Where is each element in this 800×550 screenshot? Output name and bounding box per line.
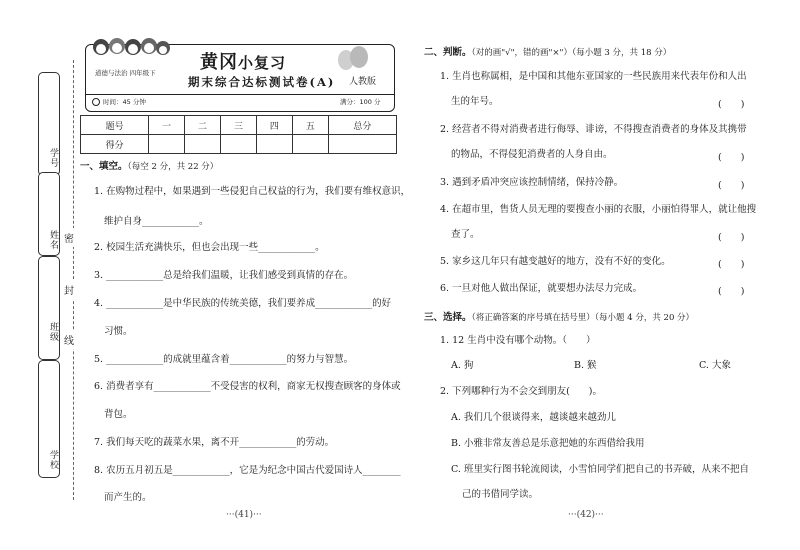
class-box — [38, 256, 60, 360]
balloon-icon — [350, 46, 368, 68]
judge-2-line-2: 的物品，不得侵犯消费者的人身自由。 — [451, 149, 613, 160]
answer-paren[interactable]: ( ) — [718, 286, 745, 297]
question-8-line-1: 8. 农历五月初五是____________，它是为纪念中国古代爱国诗人________ — [94, 465, 401, 476]
clock-icon — [92, 98, 100, 106]
question-4-line-2: 习惯。 — [104, 326, 133, 337]
score-input-cell[interactable] — [221, 135, 257, 154]
question-1-line-2: 维护自身____________。 — [104, 216, 209, 227]
judge-2-line-1: 2. 经营者不得对消费者进行侮辱、诽谤，不得搜查消费者的身体及其携带 — [440, 124, 747, 135]
judge-6: 6. 一旦对他人做出保证，就要想办法尽力完成。 — [440, 283, 643, 294]
choice-2-option-b[interactable]: B. 小雅非常友善总是乐意把她的东西借给我用 — [451, 438, 645, 449]
table-row — [81, 135, 397, 154]
score-input-cell[interactable] — [328, 135, 396, 154]
score-input-cell[interactable] — [292, 135, 328, 154]
header-divider — [85, 94, 395, 95]
binding-strip — [0, 0, 80, 550]
choice-1-option-c[interactable]: C. 大象 — [699, 360, 731, 371]
time-row — [92, 97, 146, 106]
brand-big: 黄冈 — [200, 52, 238, 73]
question-1-line-1: 1. 在购物过程中，如果遇到一些侵犯自己权益的行为，我们要有维权意识， — [94, 186, 411, 197]
subject-grade: 道德与法治 四年级下 — [95, 69, 156, 77]
question-2: 2. 校园生活充满快乐，但也会出现一些____________。 — [94, 242, 325, 253]
time-label: 时间：45 分钟 — [103, 98, 146, 106]
section-title: 二、判断。 — [424, 47, 472, 58]
score-table — [80, 115, 397, 154]
question-3: 3. ____________总是给我们温暖，让我们感受到真情的存在。 — [94, 270, 354, 281]
choice-1-option-a[interactable]: A. 狗 — [451, 360, 474, 371]
table-cell: 得分 — [81, 135, 149, 154]
table-cell: 四 — [256, 116, 292, 135]
judge-4-line-1: 4. 在超市里，售货人员无理的要搜查小丽的衣服，小丽怕得罪人，就让他搜 — [440, 204, 757, 215]
score-input-cell[interactable] — [256, 135, 292, 154]
student-name-label: 姓名 — [48, 230, 58, 250]
answer-paren[interactable]: ( ) — [718, 232, 745, 243]
class-label: 班级 — [48, 322, 58, 342]
answer-paren[interactable]: ( ) — [718, 99, 745, 110]
section-true-false — [424, 44, 671, 58]
children-logo — [92, 36, 170, 62]
choice-1-option-b[interactable]: B. 猴 — [574, 360, 597, 371]
table-cell: 五 — [292, 116, 328, 135]
choice-2: 2. 下列哪种行为不会交到朋友( )。 — [440, 386, 602, 397]
judge-1-line-1: 1. 生肖也称属相，是中国和其他东亚国家的一些民族用来代表年份和人出 — [440, 71, 747, 82]
table-cell: 二 — [185, 116, 221, 135]
section-title: 一、填空。 — [80, 161, 128, 172]
table-cell: 三 — [221, 116, 257, 135]
seal-char-xian: 线 — [64, 330, 74, 349]
brand-title — [200, 48, 286, 74]
brand-small: 小复习 — [238, 54, 287, 72]
page-number-left: ···(41)··· — [226, 510, 262, 520]
student-id-label: 学号 — [48, 148, 58, 168]
choice-1: 1. 12 生肖中没有哪个动物。（ ） — [440, 335, 596, 346]
choice-2-option-c-line-2: 己的书借同学读。 — [462, 489, 539, 500]
question-5: 5. ____________的成就里蕴含着____________的努力与智慧。 — [94, 354, 354, 365]
table-row — [81, 116, 397, 135]
section-note: （对的画"√"，错的画"×"）（每小题 3 分，共 18 分） — [471, 48, 672, 58]
edition-label: 人教版 — [349, 77, 377, 87]
judge-1-line-2: 生的年号。 — [451, 96, 499, 107]
page-number-right: ···(42)··· — [568, 510, 604, 520]
score-input-cell[interactable] — [149, 135, 185, 154]
choice-2-option-a[interactable]: A. 我们几个很谈得来，越谈越来越劲儿 — [451, 412, 616, 423]
seal-char-feng: 封 — [64, 280, 74, 299]
table-cell: 一 — [149, 116, 185, 135]
section-title: 三、选择。 — [424, 312, 472, 323]
exam-title: 期末综合达标测试卷(A) — [188, 75, 336, 89]
question-4-line-1: 4. ____________是中华民族的传统美德，我们要养成____________的好 — [94, 298, 392, 309]
full-score: 满分：100 分 — [340, 98, 381, 106]
school-label: 学校 — [48, 450, 58, 470]
judge-3: 3. 遇到矛盾冲突应该控制情绪，保持冷静。 — [440, 177, 624, 188]
judge-4-line-2: 查了。 — [451, 229, 480, 240]
question-7: 7. 我们每天吃的蔬菜水果，离不开____________的劳动。 — [94, 437, 335, 448]
section-fill-blank — [80, 158, 218, 172]
table-cell: 题号 — [81, 116, 149, 135]
answer-paren[interactable]: ( ) — [718, 152, 745, 163]
section-choice — [424, 309, 694, 323]
page-number: 42 — [580, 510, 592, 520]
table-cell: 总分 — [328, 116, 396, 135]
section-note: （将正确答案的序号填在括号里）（每小题 4 分，共 20 分） — [471, 313, 695, 323]
question-8-line-2: 而产生的。 — [104, 492, 152, 503]
section-note: （每空 2 分，共 22 分） — [127, 162, 219, 172]
page-number: 41 — [238, 510, 250, 520]
choice-2-option-c-line-1[interactable]: C. 班里实行图书轮流阅读，小雪怕同学们把自己的书弄破，从来不把自 — [451, 464, 749, 475]
answer-paren[interactable]: ( ) — [718, 259, 745, 270]
seal-char-mi: 密 — [64, 228, 74, 247]
question-6-line-2: 背包。 — [104, 409, 133, 420]
judge-5: 5. 家乡这几年只有越变越好的地方，没有不好的变化。 — [440, 256, 671, 267]
score-input-cell[interactable] — [185, 135, 221, 154]
answer-paren[interactable]: ( ) — [718, 180, 745, 191]
question-6-line-1: 6. 消费者享有____________不受侵害的权利，商家无权搜查顾客的身体或 — [94, 381, 401, 392]
